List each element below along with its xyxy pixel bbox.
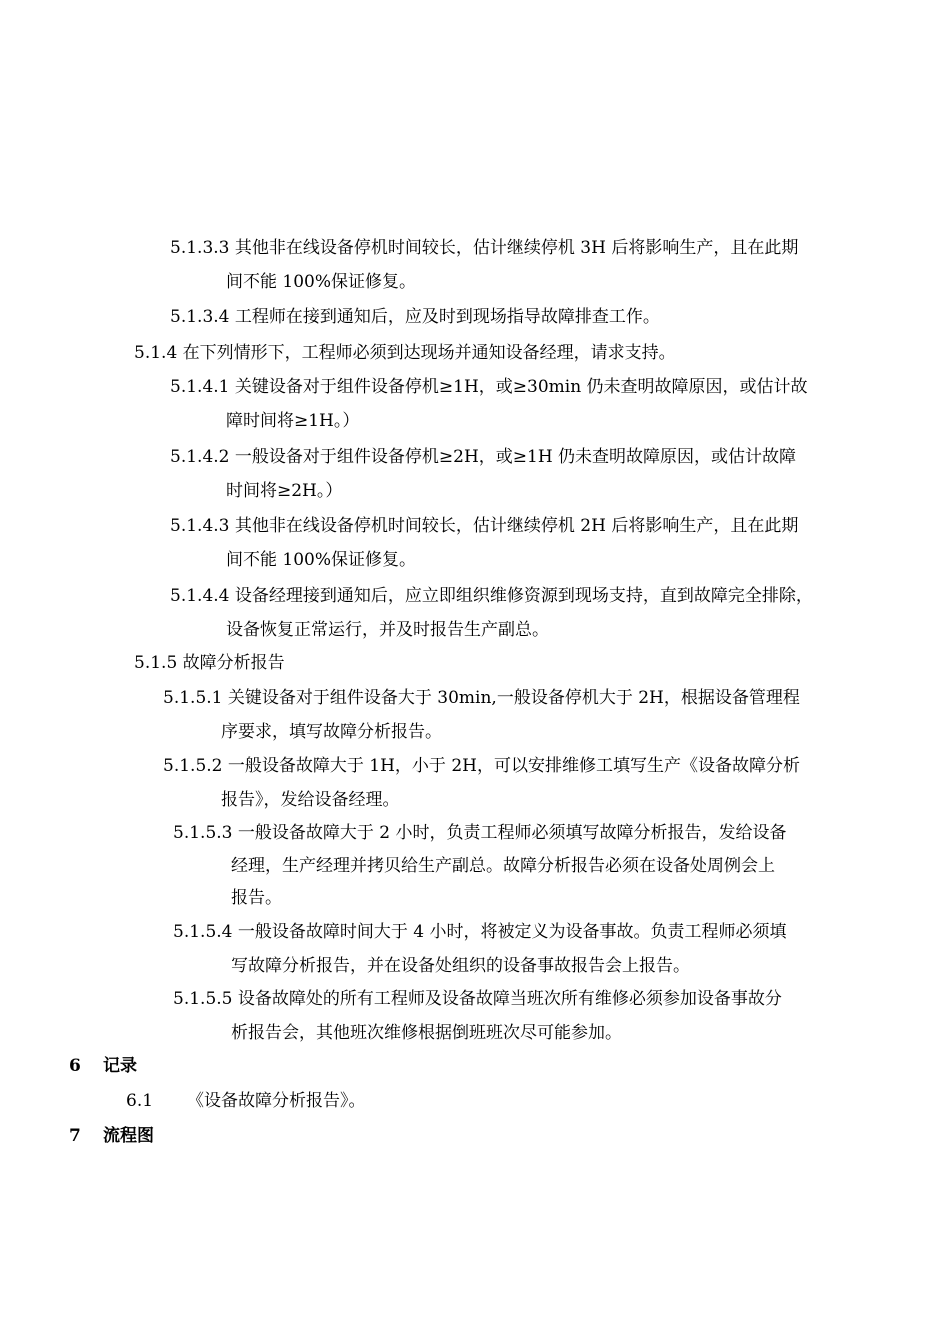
clause-5-1-4-1: 5.1.4.1 关键设备对于组件设备停机≥1H，或≥30min 仍未查明故障原因，或估计故	[170, 377, 808, 397]
section-6-number: 6	[69, 1056, 81, 1076]
clause-5-1-5-3-cont2: 报告。	[231, 888, 282, 908]
item-6-1-text: 《设备故障分析报告》。	[187, 1091, 366, 1111]
clause-5-1-3-3-cont: 间不能 100%保证修复。	[226, 272, 417, 292]
clause-5-1-4-1-cont: 障时间将≥1H。）	[226, 411, 360, 431]
section-7-title: 流程图	[103, 1126, 154, 1146]
clause-5-1-5: 5.1.5 故障分析报告	[134, 653, 285, 673]
clause-5-1-4-3-cont: 间不能 100%保证修复。	[226, 550, 417, 570]
clause-5-1-4-3: 5.1.4.3 其他非在线设备停机时间较长，估计继续停机 2H 后将影响生产，且在此期	[170, 516, 799, 536]
clause-5-1-5-1-cont: 序要求，填写故障分析报告。	[221, 722, 442, 742]
clause-5-1-5-3: 5.1.5.3 一般设备故障大于 2 小时，负责工程师必须填写故障分析报告，发给设备	[173, 823, 787, 843]
clause-5-1-4-2: 5.1.4.2 一般设备对于组件设备停机≥2H，或≥1H 仍未查明故障原因，或估计故障	[170, 447, 797, 467]
clause-5-1-4-4-cont: 设备恢复正常运行，并及时报告生产副总。	[226, 620, 549, 640]
clause-5-1-5-2: 5.1.5.2 一般设备故障大于 1H，小于 2H，可以安排维修工填写生产《设备故障分析	[163, 756, 800, 776]
section-7-number: 7	[69, 1126, 81, 1146]
section-6-title: 记录	[103, 1056, 137, 1076]
item-6-1-number: 6.1	[126, 1091, 154, 1111]
clause-5-1-5-5: 5.1.5.5 设备故障处的所有工程师及设备故障当班次所有维修必须参加设备事故分	[173, 989, 782, 1009]
clause-5-1-3-3: 5.1.3.3 其他非在线设备停机时间较长，估计继续停机 3H 后将影响生产，且在此期	[170, 238, 799, 258]
clause-5-1-5-4: 5.1.5.4 一般设备故障时间大于 4 小时，将被定义为设备事故。负责工程师必须填	[173, 922, 787, 942]
clause-5-1-5-1: 5.1.5.1 关键设备对于组件设备大于 30min,一般设备停机大于 2H，根据设备管理程	[163, 688, 800, 708]
clause-5-1-5-5-cont: 析报告会，其他班次维修根据倒班班次尽可能参加。	[231, 1023, 622, 1043]
clause-5-1-4-2-cont: 时间将≥2H。）	[226, 481, 343, 501]
clause-5-1-5-4-cont: 写故障分析报告，并在设备处组织的设备事故报告会上报告。	[231, 956, 690, 976]
clause-5-1-4-4: 5.1.4.4 设备经理接到通知后，应立即组织维修资源到现场支持，直到故障完全排除，	[170, 586, 813, 606]
clause-5-1-5-2-cont: 报告》，发给设备经理。	[221, 790, 400, 810]
clause-5-1-4: 5.1.4 在下列情形下，工程师必须到达现场并通知设备经理，请求支持。	[134, 343, 676, 363]
clause-5-1-5-3-cont1: 经理，生产经理并拷贝给生产副总。故障分析报告必须在设备处周例会上	[231, 856, 775, 876]
clause-5-1-3-4: 5.1.3.4 工程师在接到通知后，应及时到现场指导故障排查工作。	[170, 307, 660, 327]
